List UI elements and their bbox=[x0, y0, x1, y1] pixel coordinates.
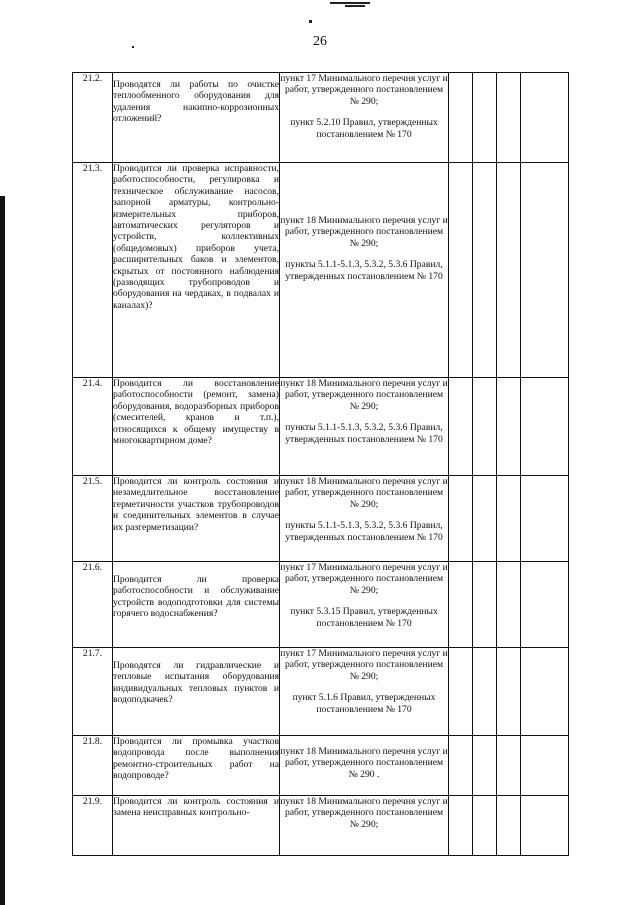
reference-text: пункт 17 Минимального перечня услуг и работ, утвержденного постановлением № 290; bbox=[280, 73, 448, 107]
answer-cell[interactable] bbox=[473, 648, 497, 736]
question-cell bbox=[113, 73, 280, 163]
table-row bbox=[73, 476, 569, 562]
table-row bbox=[73, 73, 569, 163]
item-number: 21.6. bbox=[73, 562, 113, 648]
comment-cell[interactable] bbox=[521, 163, 569, 378]
answer-cell[interactable] bbox=[473, 73, 497, 163]
reference-cell bbox=[280, 73, 449, 163]
answer-cell[interactable] bbox=[473, 562, 497, 648]
reference-text: пункт 5.2.10 Правил, утвержденных постановлением № 170 bbox=[290, 117, 438, 140]
answer-cell[interactable] bbox=[473, 378, 497, 476]
comment-cell[interactable] bbox=[521, 648, 569, 736]
reference-text: пункт 5.1.6 Правил, утвержденных постановлением № 170 bbox=[292, 692, 436, 715]
answer-cell[interactable] bbox=[497, 796, 521, 856]
answer-cell[interactable] bbox=[497, 73, 521, 163]
table-row bbox=[73, 562, 569, 648]
scan-edge-bar bbox=[0, 196, 5, 905]
question-text: Проводится ли контроль состояния и замена неисправных контрольно- bbox=[113, 796, 279, 819]
reference-cell bbox=[280, 562, 449, 648]
item-number: 21.9. bbox=[73, 796, 113, 856]
reference-text: пункт 17 Минимального перечня услуг и работ, утвержденного постановлением № 290; bbox=[280, 648, 448, 682]
answer-cell[interactable] bbox=[449, 73, 473, 163]
question-text: Проводится ли проверка работоспособности и обслуживание устройств водоподготовки для системы горячего водоснабжения? bbox=[113, 574, 279, 620]
item-number: 21.5. bbox=[73, 476, 113, 562]
reference-text: пункт 18 Минимального перечня услуг и работ, утвержденного постановлением № 290; bbox=[280, 215, 448, 249]
table-row bbox=[73, 796, 569, 856]
question-cell bbox=[113, 163, 280, 378]
reference-text: пункт 5.3.15 Правил, утвержденных постановлением № 170 bbox=[290, 606, 438, 629]
answer-cell[interactable] bbox=[449, 378, 473, 476]
reference-text: пункт 18 Минимального перечня услуг и работ, утвержденного постановлением № 290; bbox=[280, 476, 448, 510]
answer-cell[interactable] bbox=[449, 648, 473, 736]
reference-text: пункты 5.1.1-5.1.3, 5.3.2, 5.3.6 Правил, утвержденных постановлением № 170 bbox=[285, 520, 443, 543]
answer-cell[interactable] bbox=[473, 796, 497, 856]
question-cell bbox=[113, 796, 280, 856]
reference-cell bbox=[280, 736, 449, 796]
reference-cell bbox=[280, 163, 449, 378]
comment-cell[interactable] bbox=[521, 378, 569, 476]
question-cell bbox=[113, 736, 280, 796]
comment-cell[interactable] bbox=[521, 736, 569, 796]
item-number: 21.4. bbox=[73, 378, 113, 476]
scan-artifact bbox=[345, 5, 365, 7]
scan-artifact bbox=[330, 2, 370, 4]
answer-cell[interactable] bbox=[497, 476, 521, 562]
reference-text: пункт 18 Минимального перечня услуг и работ, утвержденного постановлением № 290; bbox=[280, 378, 448, 412]
answer-cell[interactable] bbox=[449, 736, 473, 796]
reference-cell bbox=[280, 648, 449, 736]
answer-cell[interactable] bbox=[497, 736, 521, 796]
comment-cell[interactable] bbox=[521, 796, 569, 856]
table-row bbox=[73, 648, 569, 736]
reference-text: пункты 5.1.1-5.1.3, 5.3.2, 5.3.6 Правил, утвержденных постановлением № 170 bbox=[285, 422, 443, 445]
answer-cell[interactable] bbox=[497, 562, 521, 648]
reference-text: пункты 5.1.1-5.1.3, 5.3.2, 5.3.6 Правил, утвержденных постановлением № 170 bbox=[285, 259, 443, 282]
scan-artifact bbox=[309, 20, 312, 23]
reference-cell bbox=[280, 796, 449, 856]
table-row bbox=[73, 378, 569, 476]
question-text: Проводится ли проверка исправности, работоспособности, регулировка и техническое обслуживание насосов, запорной арматуры, контрольно-измерительных приборов, автоматических регуляторов и устройств, коллективных (общедомовых) приборов учета, расширительных баков и элементов, скрытых от постоянного наблюдения (разводящих трубопроводов и оборудования на чердаках, в подвалах и каналах)? bbox=[113, 163, 279, 311]
answer-cell[interactable] bbox=[449, 163, 473, 378]
question-cell bbox=[113, 562, 280, 648]
question-text: Проводятся ли работы по очистке теплообменного оборудования для удаления накипно-коррозионных отложений? bbox=[113, 79, 279, 125]
question-text: Проводится ли восстановление работоспособности (ремонт, замена) оборудования, водоразборных приборов (смесителей, кранов и т.п.), относящихся к общему имуществу в многоквартирном доме? bbox=[113, 378, 279, 447]
answer-cell[interactable] bbox=[497, 378, 521, 476]
item-number: 21.8. bbox=[73, 736, 113, 796]
reference-text: пункт 18 Минимального перечня услуг и работ, утвержденного постановлением № 290; bbox=[280, 796, 448, 830]
question-text: Проводятся ли гидравлические и тепловые испытания оборудования индивидуальных тепловых пунктов и водоподкачек? bbox=[113, 660, 279, 706]
item-number: 21.2. bbox=[73, 73, 113, 163]
question-text: Проводится ли контроль состояния и незамедлительное восстановление герметичности участков трубопроводов и соединительных элементов в случае их разгерметизации? bbox=[113, 476, 279, 533]
reference-cell bbox=[280, 378, 449, 476]
item-number: 21.3. bbox=[73, 163, 113, 378]
answer-cell[interactable] bbox=[473, 736, 497, 796]
reference-cell bbox=[280, 476, 449, 562]
reference-text: пункт 18 Минимального перечня услуг и работ, утвержденного постановлением № 290 . bbox=[280, 746, 448, 780]
table-row bbox=[73, 163, 569, 378]
page-number: 26 bbox=[313, 34, 327, 49]
comment-cell[interactable] bbox=[521, 562, 569, 648]
question-text: Проводится ли промывка участков водопровода после выполнения ремонтно-строительных работ на водопроводе? bbox=[113, 736, 279, 782]
answer-cell[interactable] bbox=[449, 796, 473, 856]
question-cell bbox=[113, 378, 280, 476]
item-number: 21.7. bbox=[73, 648, 113, 736]
answer-cell[interactable] bbox=[497, 163, 521, 378]
question-cell bbox=[113, 648, 280, 736]
question-cell bbox=[113, 476, 280, 562]
checklist-table bbox=[72, 72, 569, 856]
comment-cell[interactable] bbox=[521, 73, 569, 163]
answer-cell[interactable] bbox=[473, 163, 497, 378]
reference-text: пункт 17 Минимального перечня услуг и работ, утвержденного постановлением № 290; bbox=[280, 562, 448, 596]
answer-cell[interactable] bbox=[497, 648, 521, 736]
answer-cell[interactable] bbox=[449, 562, 473, 648]
answer-cell[interactable] bbox=[473, 476, 497, 562]
answer-cell[interactable] bbox=[449, 476, 473, 562]
table-row bbox=[73, 736, 569, 796]
comment-cell[interactable] bbox=[521, 476, 569, 562]
